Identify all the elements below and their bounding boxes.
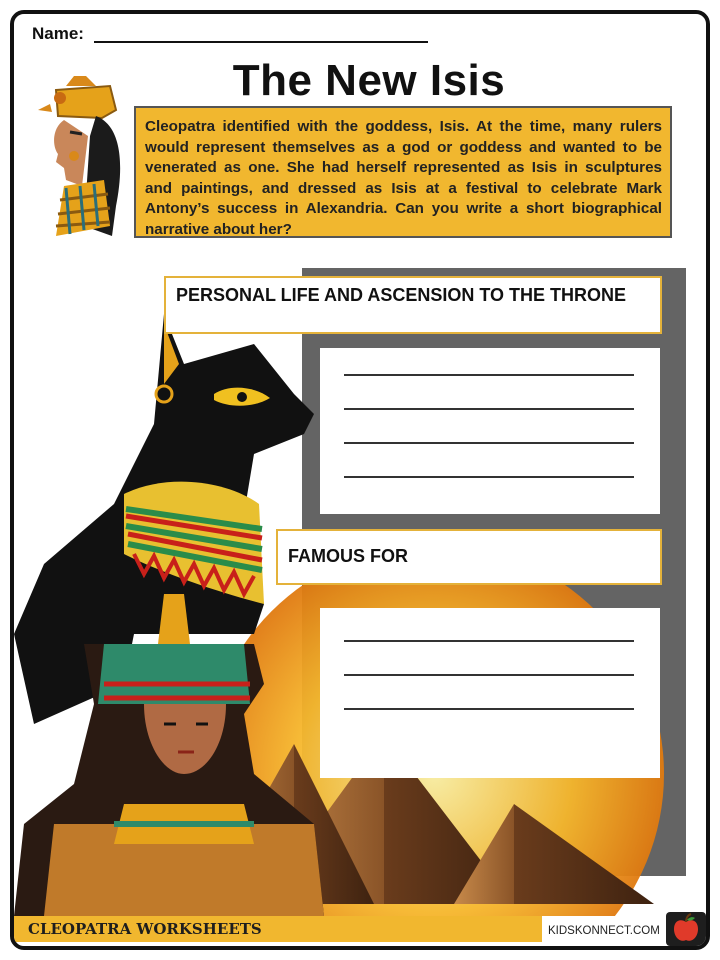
footer-title: CLEOPATRA WORKSHEETS — [28, 920, 262, 938]
apple-logo-icon — [666, 912, 706, 946]
writing-line — [344, 476, 634, 478]
famous-for-answer-box[interactable] — [320, 608, 660, 778]
name-field-line[interactable] — [94, 41, 428, 43]
intro-text-box: Cleopatra identified with the goddess, Isis. At the time, many rulers would represent themselves as a god or goddess and wanted to be venerated as one. She had herself represented as Isis in sculptures and paintings, and dressed as Isis at a festival to celebrate Mark Antony’s success in Alexandria. Can you write a short biographical narrative about her? — [134, 106, 672, 238]
footer-website: KIDSKONNECT.COM — [548, 925, 660, 937]
egyptian-queen-illustration — [26, 76, 126, 248]
writing-line — [344, 374, 634, 376]
name-label: Name: — [32, 24, 84, 43]
writing-line — [344, 442, 634, 444]
personal-life-answer-box[interactable] — [320, 348, 660, 514]
worksheet-frame — [10, 10, 710, 950]
writing-line — [344, 640, 634, 642]
writing-line — [344, 674, 634, 676]
page-title: The New Isis — [232, 56, 506, 105]
writing-line — [344, 408, 634, 410]
section-label-famous-for: FAMOUS FOR — [276, 529, 662, 585]
writing-line — [344, 708, 634, 710]
section-label-personal-life: PERSONAL LIFE AND ASCENSION TO THE THRONE — [164, 276, 662, 334]
